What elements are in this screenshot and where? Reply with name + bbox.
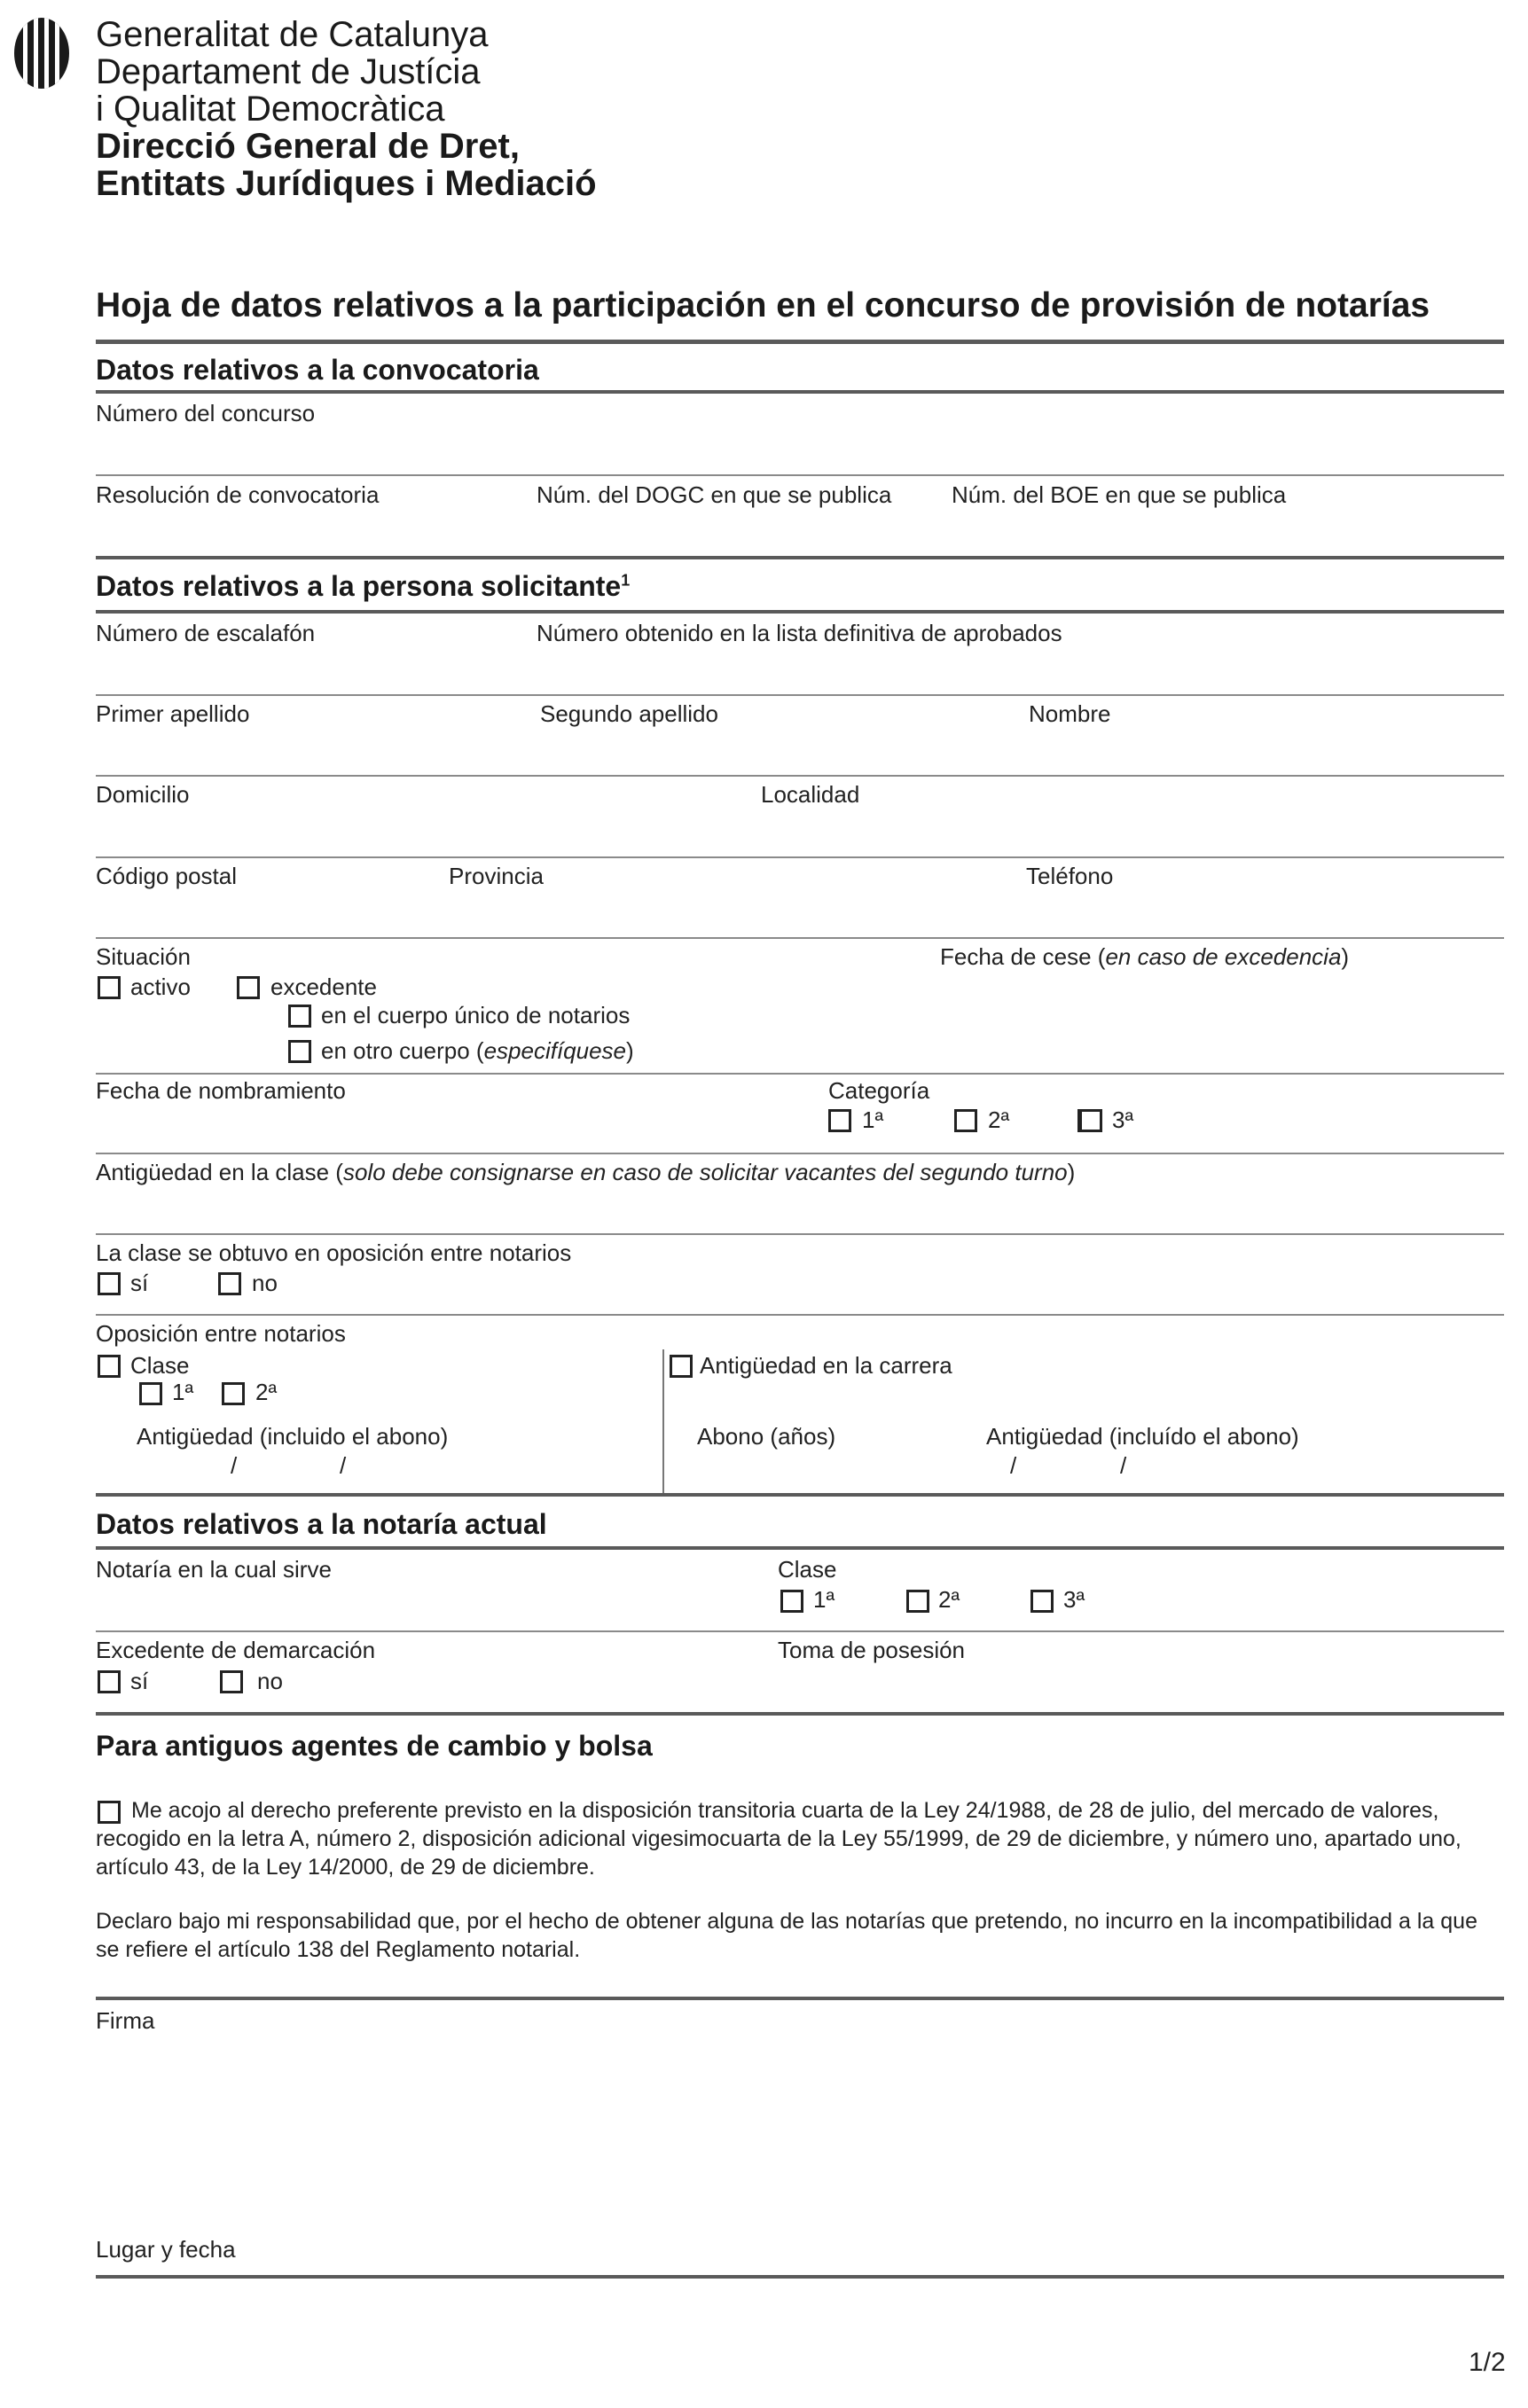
numero-concurso-field[interactable] <box>96 474 1504 476</box>
antiguedad-clase-em: solo debe consignarse en caso de solicitar vacantes del segundo turno <box>342 1159 1068 1185</box>
date-separator: / <box>1010 1452 1017 1479</box>
declaro-paragraph: Declaro bajo mi responsabilidad que, por el hecho de obtener alguna de las notarías que pretendo, no incurro en la incompatibilidad a la que se refiere el artículo 138 del Reglamento notarial. <box>96 1909 1477 1962</box>
title-divider <box>96 340 1504 344</box>
antiguedad-abono2-label: Antigüedad (incluído el abono) <box>986 1423 1299 1450</box>
numero-concurso-label: Número del concurso <box>96 400 316 426</box>
date-separator: / <box>340 1452 347 1479</box>
nombramiento-divider <box>96 1153 1504 1154</box>
org-name-block <box>96 16 597 202</box>
categoria-label: Categoría <box>828 1077 930 1104</box>
clase-checkbox[interactable] <box>98 1355 121 1378</box>
otro-cuerpo-em: especifíquese <box>483 1037 627 1064</box>
section-notaria-heading: Datos relativos a la notaría actual <box>96 1508 547 1540</box>
nombre-field[interactable] <box>96 775 1504 777</box>
catalan-flag-icon <box>12 16 71 90</box>
agentes-end-divider <box>96 1997 1504 2000</box>
activo-label: activo <box>130 973 191 1000</box>
fecha-cese-label <box>940 943 1349 970</box>
clase-1-checkbox[interactable] <box>139 1382 162 1405</box>
clase-2-checkbox[interactable] <box>222 1382 245 1405</box>
fecha-cese-end: ) <box>1341 943 1350 970</box>
fecha-cese-text: Fecha de cese ( <box>940 943 1106 970</box>
numero-lista-label: Número obtenido en la lista definitiva de aprobados <box>537 620 1062 646</box>
antiguedad-carrera-label: Antigüedad en la carrera <box>700 1352 952 1379</box>
excedente-si-label: sí <box>130 1668 149 1694</box>
categoria-3-checkbox[interactable] <box>1077 1109 1102 1132</box>
clase-oposicion-si-checkbox[interactable] <box>98 1272 121 1295</box>
codigo-postal-label: Código postal <box>96 863 237 889</box>
excedente-no-checkbox[interactable] <box>220 1670 243 1693</box>
antiguedad-clase-label <box>96 1159 1075 1185</box>
notaria-clase-2-checkbox[interactable] <box>906 1590 929 1613</box>
org-line-3: i Qualitat Democràtica <box>96 90 445 129</box>
section-convocatoria-heading: Datos relativos a la convocatoria <box>96 354 539 386</box>
date-separator: / <box>1120 1452 1127 1479</box>
categoria-1-checkbox[interactable] <box>828 1109 851 1132</box>
notaria-divider <box>96 1630 1504 1632</box>
notaria-clase-1-label: 1ª <box>813 1586 835 1613</box>
notaria-clase-2-label: 2ª <box>938 1586 960 1613</box>
dogc-label: Núm. del DOGC en que se publica <box>537 481 892 508</box>
nombre-label: Nombre <box>1029 700 1111 727</box>
page-title: Hoja de datos relativos a la participación en el concurso de provisión de notarías <box>96 286 1430 324</box>
antiguedad-clase-end: ) <box>1067 1159 1076 1185</box>
categoria-2-label: 2ª <box>988 1106 1010 1133</box>
otro-cuerpo-label <box>321 1037 634 1064</box>
escalafon-label: Número de escalafón <box>96 620 316 646</box>
telefono-field[interactable] <box>96 937 1504 939</box>
section-divider <box>96 1546 1504 1550</box>
abono-anos-label: Abono (años) <box>697 1423 836 1450</box>
antiguedad-abono-label: Antigüedad (incluido el abono) <box>137 1423 449 1450</box>
page-number: 1/2 <box>1469 2348 1506 2377</box>
primer-apellido-label: Primer apellido <box>96 700 250 727</box>
domicilio-field[interactable] <box>96 856 1504 858</box>
section-agentes-heading: Para antiguos agentes de cambio y bolsa <box>96 1730 653 1762</box>
boe-label: Núm. del BOE en que se publica <box>952 481 1287 508</box>
clase-oposicion-no-label: no <box>252 1270 278 1296</box>
excedente-si-checkbox[interactable] <box>98 1670 121 1693</box>
excedente-checkbox[interactable] <box>237 976 260 999</box>
fecha-nombramiento-label: Fecha de nombramiento <box>96 1077 346 1104</box>
acojo-text: Me acojo al derecho preferente previsto en la disposición transitoria cuarta de la Ley 24/1988, de 28 de julio, del mercado de valores, recogido en la letra A, número 2, disposición adicional vigesimocuarta de la Ley 55/1999, de 29 de diciembre, y número uno, apartado uno, artículo 43, de la Ley 14/2000, de 29 de diciembre. <box>96 1798 1461 1880</box>
otro-cuerpo-text: en otro cuerpo ( <box>321 1037 484 1064</box>
cuerpo-unico-label: en el cuerpo único de notarios <box>321 1002 631 1028</box>
categoria-2-checkbox[interactable] <box>954 1109 977 1132</box>
clase-1-label: 1ª <box>172 1379 194 1405</box>
clase-oposicion-si-label: sí <box>130 1270 149 1296</box>
segundo-apellido-label: Segundo apellido <box>540 700 718 727</box>
section-solicitante-heading <box>96 569 630 603</box>
clase-oposicion-label: La clase se obtuvo en oposición entre notarios <box>96 1239 572 1266</box>
situacion-label: Situación <box>96 943 191 970</box>
antiguedad-carrera-checkbox[interactable] <box>670 1355 693 1378</box>
excedente-label: excedente <box>270 973 377 1000</box>
solicitante-end-divider <box>96 1493 1504 1497</box>
toma-posesion-label: Toma de posesión <box>778 1637 966 1663</box>
column-divider <box>662 1349 664 1494</box>
date-separator: / <box>231 1452 238 1479</box>
clase-oposicion-divider <box>96 1314 1504 1316</box>
telefono-label: Teléfono <box>1026 863 1114 889</box>
notaria-clase-1-checkbox[interactable] <box>780 1590 803 1613</box>
escalafon-field[interactable] <box>96 694 1504 696</box>
excedente-demarcacion-label: Excedente de demarcación <box>96 1637 376 1663</box>
notaria-clase-3-checkbox[interactable] <box>1030 1590 1054 1613</box>
oposicion-notarios-label: Oposición entre notarios <box>96 1320 346 1347</box>
acojo-paragraph <box>96 1796 1506 1881</box>
fecha-cese-em: en caso de excedencia <box>1105 943 1342 970</box>
notaria-end-divider <box>96 1712 1504 1716</box>
org-line-5: Entitats Jurídiques i Mediació <box>96 164 597 203</box>
firma-label: Firma <box>96 2007 155 2034</box>
resolucion-label: Resolución de convocatoria <box>96 481 380 508</box>
antiguedad-clase-field[interactable] <box>96 1233 1504 1235</box>
provincia-label: Provincia <box>449 863 544 889</box>
activo-checkbox[interactable] <box>98 976 121 999</box>
firma-area[interactable] <box>96 2039 1504 2234</box>
convocatoria-fields-divider[interactable] <box>96 556 1504 559</box>
section-divider <box>96 390 1504 394</box>
clase-label: Clase <box>130 1352 190 1379</box>
clase-oposicion-no-checkbox[interactable] <box>218 1272 241 1295</box>
otro-cuerpo-end: ) <box>626 1037 634 1064</box>
solicitante-heading-text: Datos relativos a la persona solicitante <box>96 570 622 602</box>
situacion-divider <box>96 1073 1504 1075</box>
clase-2-label: 2ª <box>255 1379 278 1405</box>
antiguedad-clase-text: Antigüedad en la clase ( <box>96 1159 343 1185</box>
domicilio-label: Domicilio <box>96 781 190 808</box>
footnote-marker: 1 <box>621 571 631 590</box>
lugar-fecha-label: Lugar y fecha <box>96 2236 236 2263</box>
notaria-clase-label: Clase <box>778 1556 837 1583</box>
org-line-4: Direcció General de Dret, <box>96 127 520 166</box>
excedente-no-label: no <box>257 1668 283 1694</box>
org-line-2: Departament de Justícia <box>96 52 481 91</box>
notaria-sirve-label: Notaría en la cual sirve <box>96 1556 332 1583</box>
section-divider <box>96 610 1504 614</box>
lugar-fecha-field[interactable] <box>96 2275 1504 2279</box>
categoria-1-label: 1ª <box>862 1106 884 1133</box>
org-line-1: Generalitat de Catalunya <box>96 15 489 54</box>
notaria-clase-3-label: 3ª <box>1063 1586 1085 1613</box>
localidad-label: Localidad <box>761 781 860 808</box>
generalitat-logo <box>12 16 71 90</box>
categoria-3-label: 3ª <box>1112 1106 1134 1133</box>
cuerpo-unico-checkbox[interactable] <box>288 1005 311 1028</box>
otro-cuerpo-checkbox[interactable] <box>288 1040 311 1063</box>
